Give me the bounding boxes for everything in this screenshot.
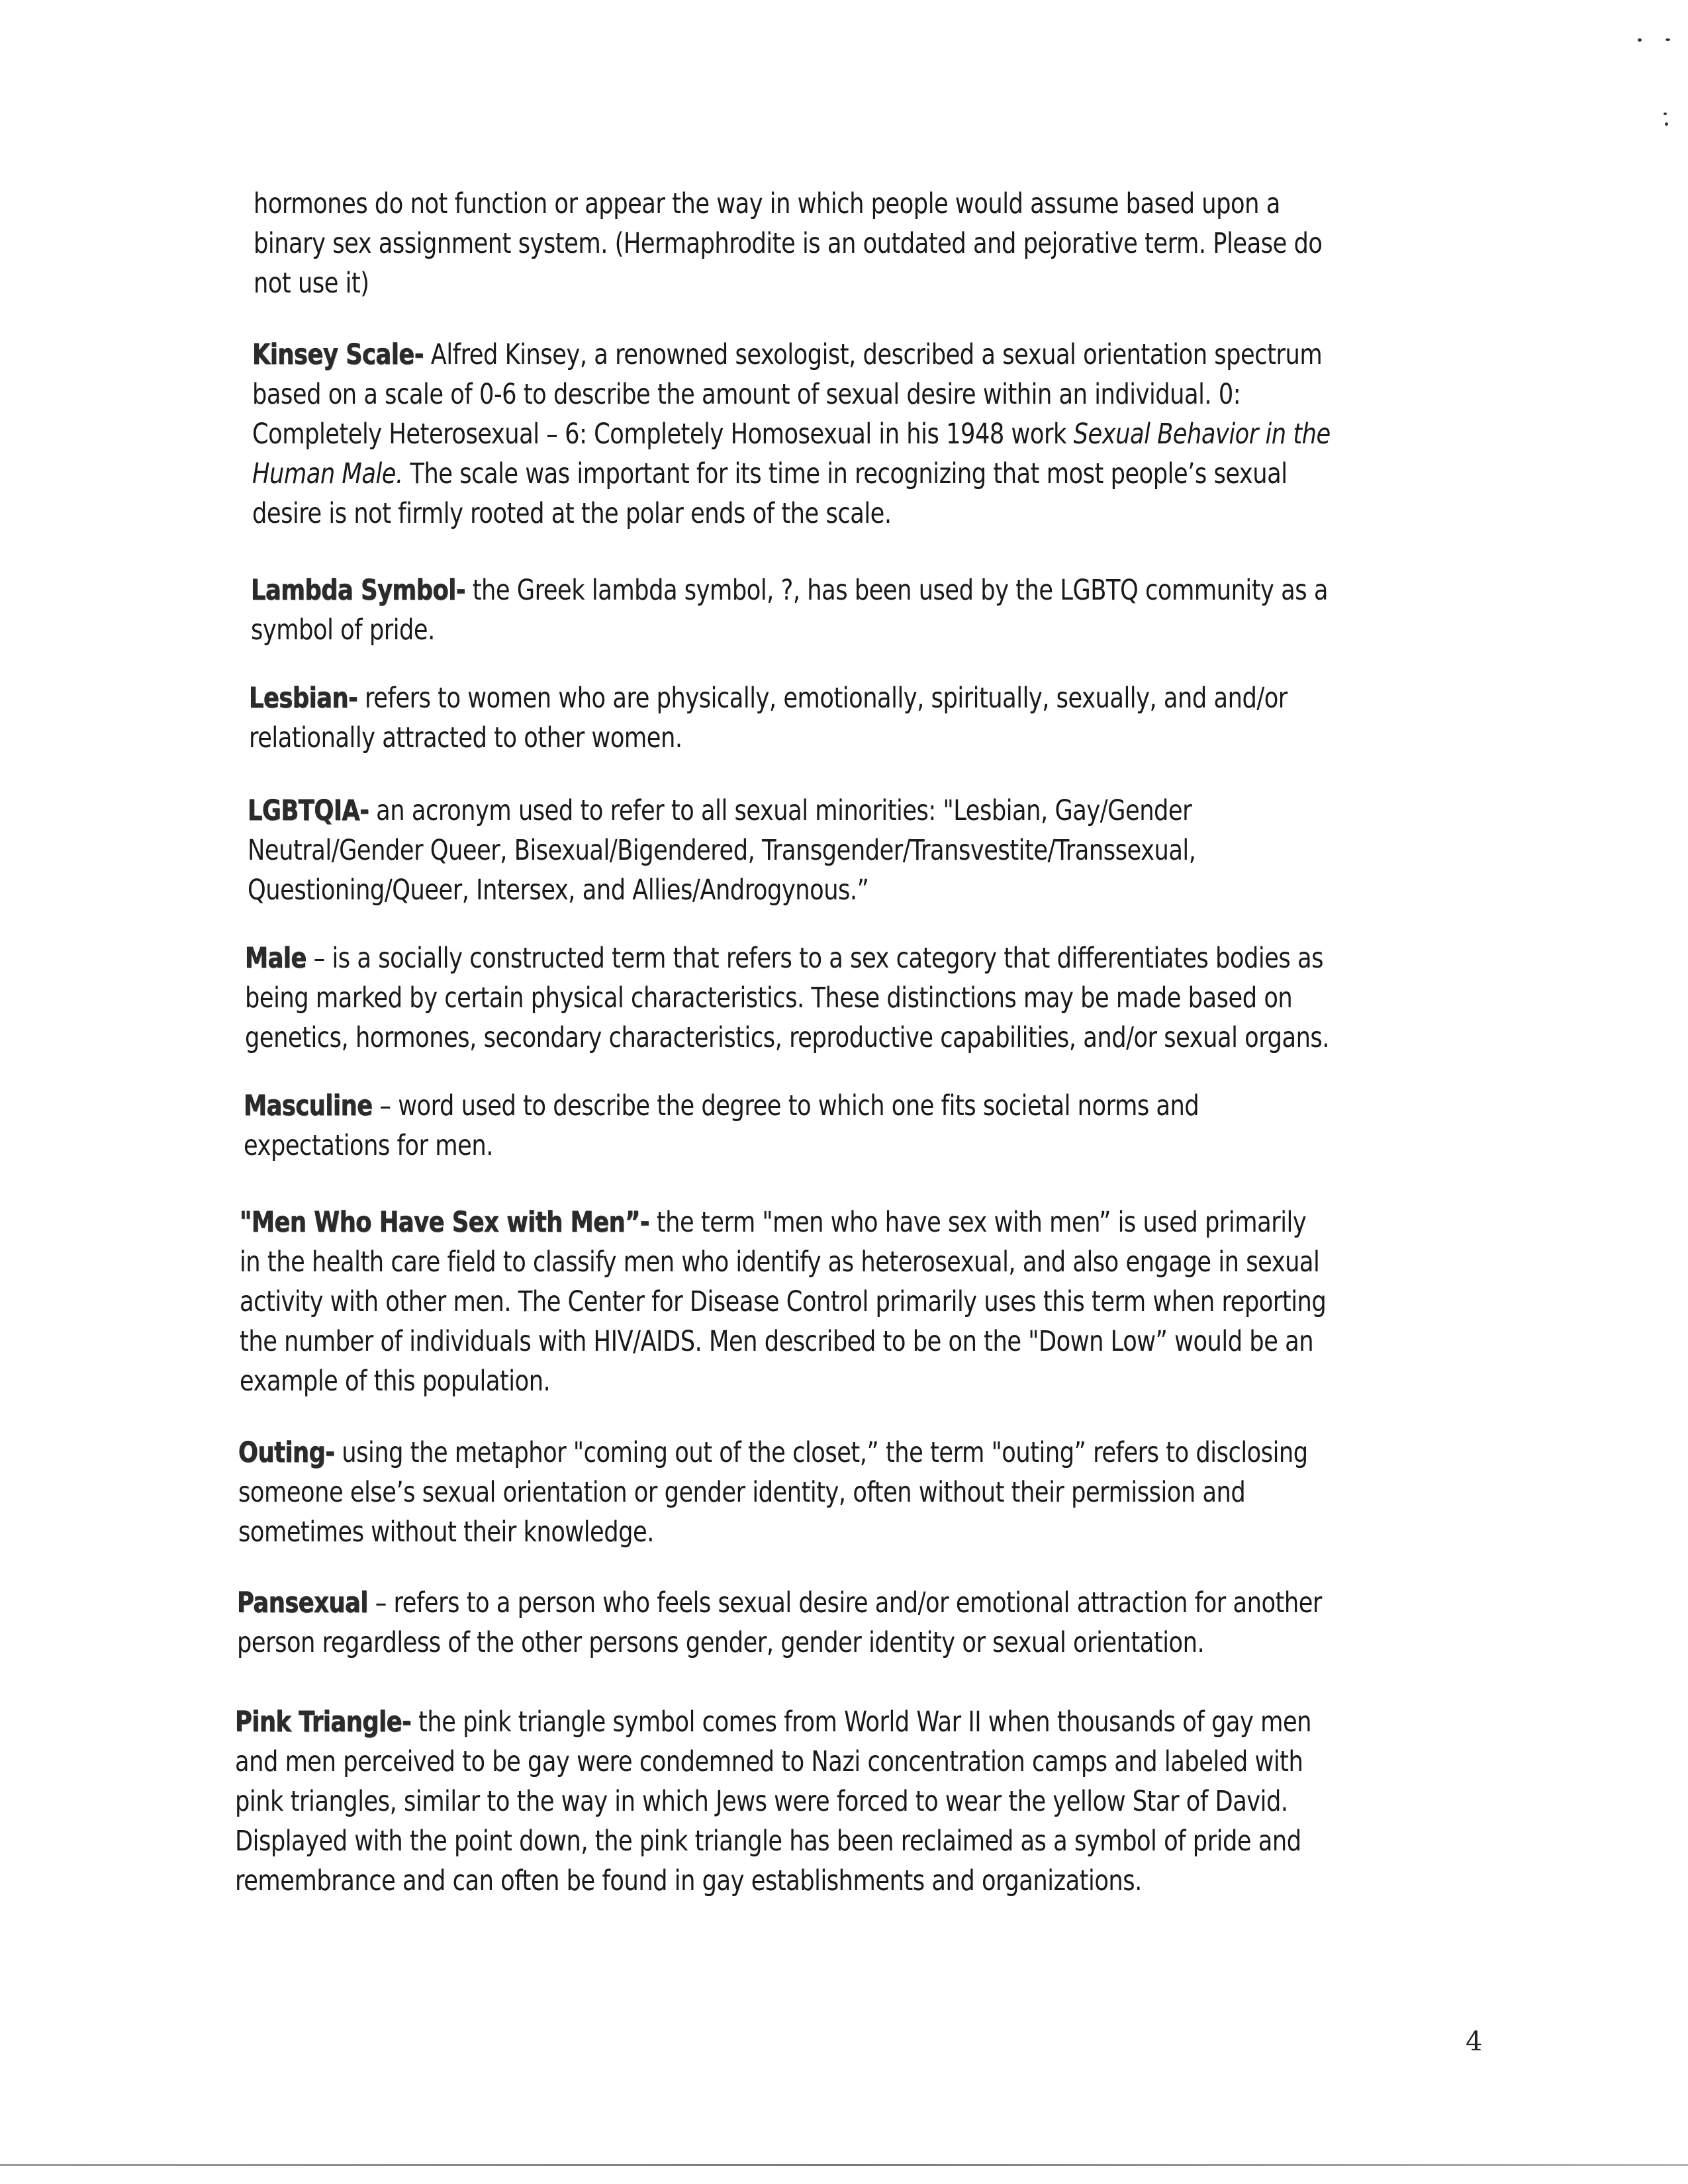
glossary-term: LGBTQIA- — [248, 794, 369, 827]
definition-text: Completely Heterosexual – 6: Completely Homosexual in his 1948 work — [252, 418, 1074, 451]
text-line: remembrance and can often be found in gay establishments and organizations. — [235, 1864, 1142, 1897]
text-line — [252, 454, 1316, 494]
text-line — [252, 414, 1331, 454]
paragraph-intersex-continuation — [254, 184, 1551, 303]
glossary-term: Lambda Symbol- — [251, 574, 465, 607]
text-line — [248, 791, 1311, 831]
glossary-term: Lesbian- — [249, 682, 358, 715]
text-line: in the health care field to classify men who identify as heterosexual, and also engage in sexual — [240, 1246, 1320, 1279]
glossary-entry-kinsey-scale — [252, 335, 1550, 533]
text-line: the number of individuals with HIV/AIDS. Men described to be on the "Down Low” would be an — [240, 1325, 1314, 1358]
scan-speck — [1638, 38, 1642, 42]
text-line — [251, 570, 1328, 610]
text-line: genetics, hormones, secondary characteristics, reproductive capabilities, and/or sexual organs. — [245, 1021, 1330, 1054]
definition-text: an acronym used to refer to all sexual minorities: "Lesbian, Gay/Gender — [369, 794, 1192, 827]
glossary-term: "Men Who Have Sex with Men”- — [240, 1206, 650, 1239]
text-line: hormones do not function or appear the way in which people would assume based upon a — [254, 187, 1280, 220]
text-line: example of this population. — [240, 1365, 551, 1398]
glossary-entry-lgbtqia — [248, 791, 1545, 910]
book-title: Human Male. — [252, 457, 403, 490]
page-bottom-edge — [0, 2164, 1688, 2166]
glossary-entry-lambda-symbol — [251, 570, 1548, 650]
page-number: 4 — [1466, 2026, 1483, 2057]
glossary-entry-outing — [238, 1433, 1536, 1552]
text-line: desire is not firmly rooted at the polar ends of the scale. — [252, 497, 892, 530]
scan-speck — [1664, 113, 1667, 115]
glossary-entry-male — [245, 938, 1542, 1058]
definition-text: The scale was important for its time in recognizing that most people’s sexual — [402, 457, 1288, 490]
definition-text: – is a socially constructed term that refers to a sex category that differentiates bodies as — [306, 942, 1323, 975]
text-line — [240, 1203, 1307, 1242]
text-line: symbol of pride. — [251, 614, 435, 647]
text-line: Questioning/Queer, Intersex, and Allies/Androgynous.” — [248, 874, 869, 907]
definition-text: – word used to describe the degree to which one fits societal norms and — [372, 1089, 1199, 1122]
text-line: someone else’s sexual orientation or gender identity, often without their permission and — [238, 1476, 1246, 1509]
text-line: being marked by certain physical characteristics. These distinctions may be made based on — [245, 981, 1293, 1015]
definition-text: using the metaphor "coming out of the closet,” the term "outing” refers to disclosing — [334, 1436, 1308, 1469]
text-line: activity with other men. The Center for Disease Control primarily uses this term when reporting — [240, 1285, 1327, 1318]
definition-text: – refers to a person who feels sexual desire and/or emotional attraction for another — [367, 1586, 1322, 1619]
text-line: person regardless of the other persons gender, gender identity or sexual orientation. — [237, 1626, 1205, 1659]
text-line — [252, 335, 1323, 375]
text-line: relationally attracted to other women. — [249, 721, 682, 754]
text-line: sometimes without their knowledge. — [238, 1516, 654, 1549]
glossary-entry-lesbian — [249, 678, 1546, 758]
text-line — [245, 938, 1323, 978]
glossary-term: Pansexual — [237, 1586, 368, 1619]
definition-text: the Greek lambda symbol, ?, has been used by the LGBTQ community as a — [465, 574, 1328, 607]
text-line — [249, 678, 1313, 718]
scan-speck — [1665, 38, 1670, 41]
glossary-term: Outing- — [238, 1436, 335, 1469]
book-title: Sexual Behavior in the — [1073, 418, 1331, 451]
text-line: based on a scale of 0-6 to describe the amount of sexual desire within an individual. 0: — [252, 378, 1241, 411]
glossary-term: Male — [245, 942, 306, 975]
glossary-entry-msm — [240, 1203, 1537, 1401]
text-line: Displayed with the point down, the pink triangle has been reclaimed as a symbol of pride and — [235, 1825, 1301, 1858]
text-line: binary sex assignment system. (Hermaphrodite is an outdated and pejorative term. Please do — [254, 227, 1323, 260]
text-line: and men perceived to be gay were condemned to Nazi concentration camps and labeled with — [235, 1745, 1303, 1778]
glossary-entry-pink-triangle — [235, 1702, 1532, 1901]
glossary-entry-pansexual — [237, 1583, 1534, 1662]
text-line — [238, 1433, 1308, 1473]
text-line: pink triangles, similar to the way in which Jews were forced to wear the yellow Star of David. — [235, 1785, 1288, 1818]
glossary-entry-masculine — [244, 1086, 1541, 1165]
text-line: not use it) — [254, 267, 369, 300]
glossary-term: Pink Triangle- — [235, 1706, 412, 1739]
text-line: expectations for men. — [244, 1129, 493, 1162]
definition-text: the pink triangle symbol comes from World War II when thousands of gay men — [411, 1706, 1312, 1739]
glossary-term: Kinsey Scale- — [252, 338, 424, 371]
definition-text: the term "men who have sex with men” is used primarily — [649, 1206, 1307, 1239]
scan-speck — [1665, 122, 1668, 126]
text-line — [244, 1086, 1307, 1126]
text-line: Neutral/Gender Queer, Bisexual/Bigendered, Transgender/Transvestite/Transsexual, — [248, 834, 1196, 867]
text-line — [237, 1583, 1322, 1623]
definition-text: Alfred Kinsey, a renowned sexologist, described a sexual orientation spectrum — [424, 338, 1323, 371]
glossary-term: Masculine — [244, 1089, 373, 1122]
definition-text: refers to women who are physically, emotionally, spiritually, sexually, and and/or — [357, 682, 1288, 715]
text-line — [235, 1702, 1312, 1742]
